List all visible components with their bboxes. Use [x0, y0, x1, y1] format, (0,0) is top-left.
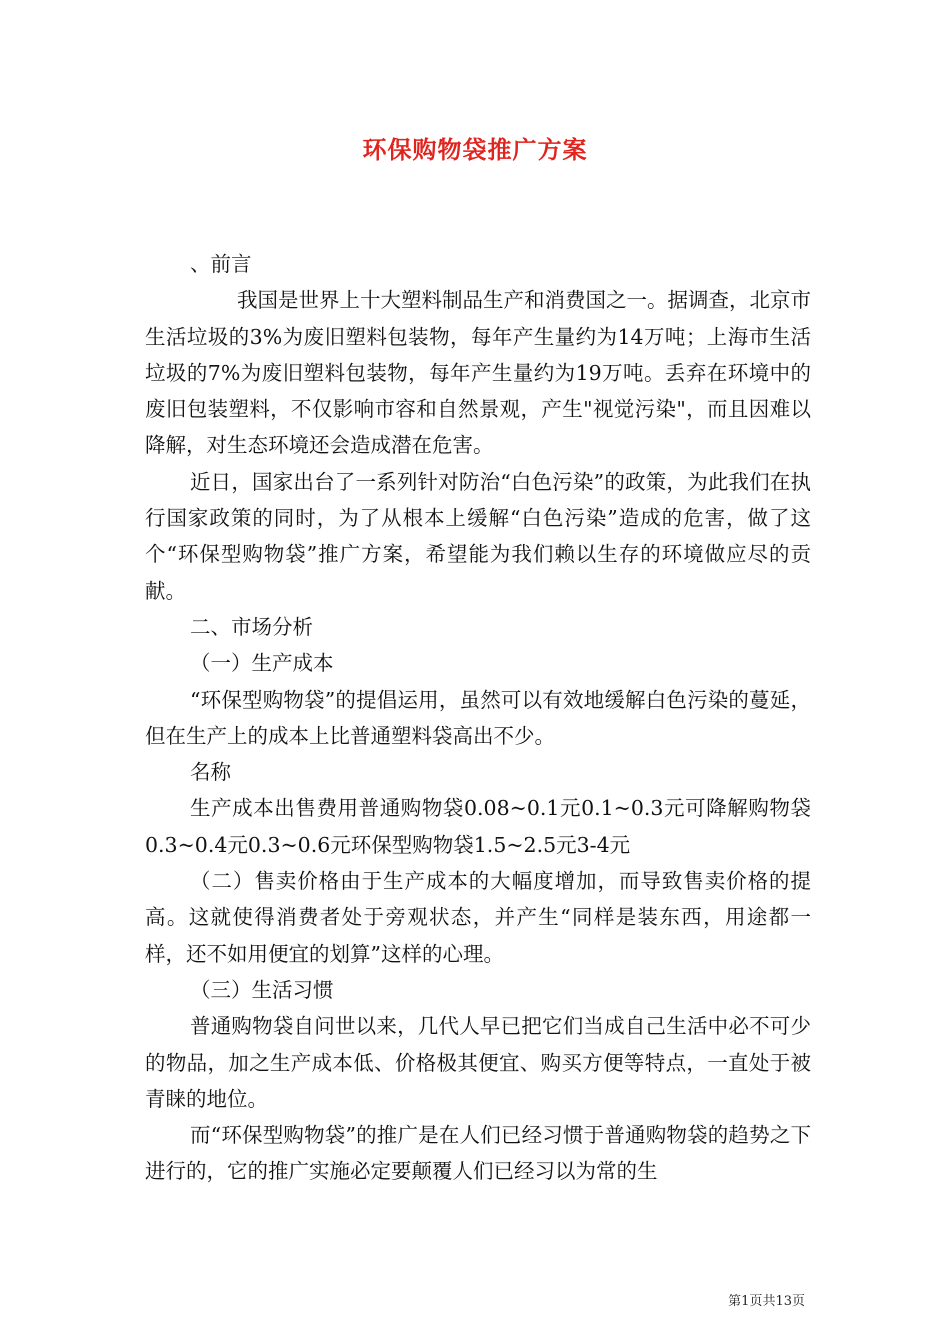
paragraph: 近日，国家出台了一系列针对防治“白色污染”的政策，为此我们在执行国家政策的同时，为了从根本上缓解“白色污染”造成的危害，做了这个“环保型购物袋”推广方案，希望能为我们赖以生存的环境做应尽的贡献。: [145, 469, 811, 603]
paragraph: “环保型购物袋”的提倡运用，虽然可以有效地缓解白色污染的蔓延，但在生产上的成本上比普通塑料袋高出不少。: [145, 687, 811, 748]
paragraph: 普通购物袋自问世以来，几代人早已把它们当成自己生活中必不可少的物品，加之生产成本低、价格极其便宜、购买方便等特点，一直处于被青睐的地位。: [145, 1014, 811, 1111]
section-heading-market-analysis: 二、市场分析: [190, 614, 313, 639]
page-number: 第1页共13页: [728, 1294, 805, 1309]
document-body: [145, 246, 811, 1190]
paragraph: 我国是世界上十大塑料制品生产和消费国之一。据调查，北京市生活垃圾的3%为废旧塑料包装物，每年产生量约为14万吨；上海市生活垃圾的7%为废旧塑料包装物，每年产生量约为19万吨。丢弃在环境中的废旧包装塑料，不仅影响市容和自然景观，产生"视觉污染"，而且因难以降解，对生态环境还会造成潜在危害。: [145, 288, 811, 458]
document-title: 环保购物袋推广方案: [362, 136, 588, 164]
section-heading-preface: 、前言: [190, 252, 252, 276]
table-label: 名称: [190, 760, 231, 785]
cost-table-text: 生产成本出售费用普通购物袋0.08~0.1元0.1~0.3元可降解购物袋0.3~0.4元0.3~0.6元环保型购物袋1.5~2.5元3-4元: [145, 796, 811, 857]
subsection-price: （二）售卖价格由于生产成本的大幅度增加，而导致售卖价格的提高。这就使得消费者处于旁观状态，并产生“同样是装东西，用途都一样，还不如用便宜的划算”这样的心理。: [145, 869, 811, 966]
paragraph: 而“环保型购物袋”的推广是在人们已经习惯于普通购物袋的趋势之下进行的，它的推广实施必定要颠覆人们已经习以为常的生: [145, 1123, 811, 1184]
subsection-heading-cost: （一）生产成本: [190, 651, 334, 676]
subsection-heading-habits: （三）生活习惯: [190, 977, 334, 1002]
